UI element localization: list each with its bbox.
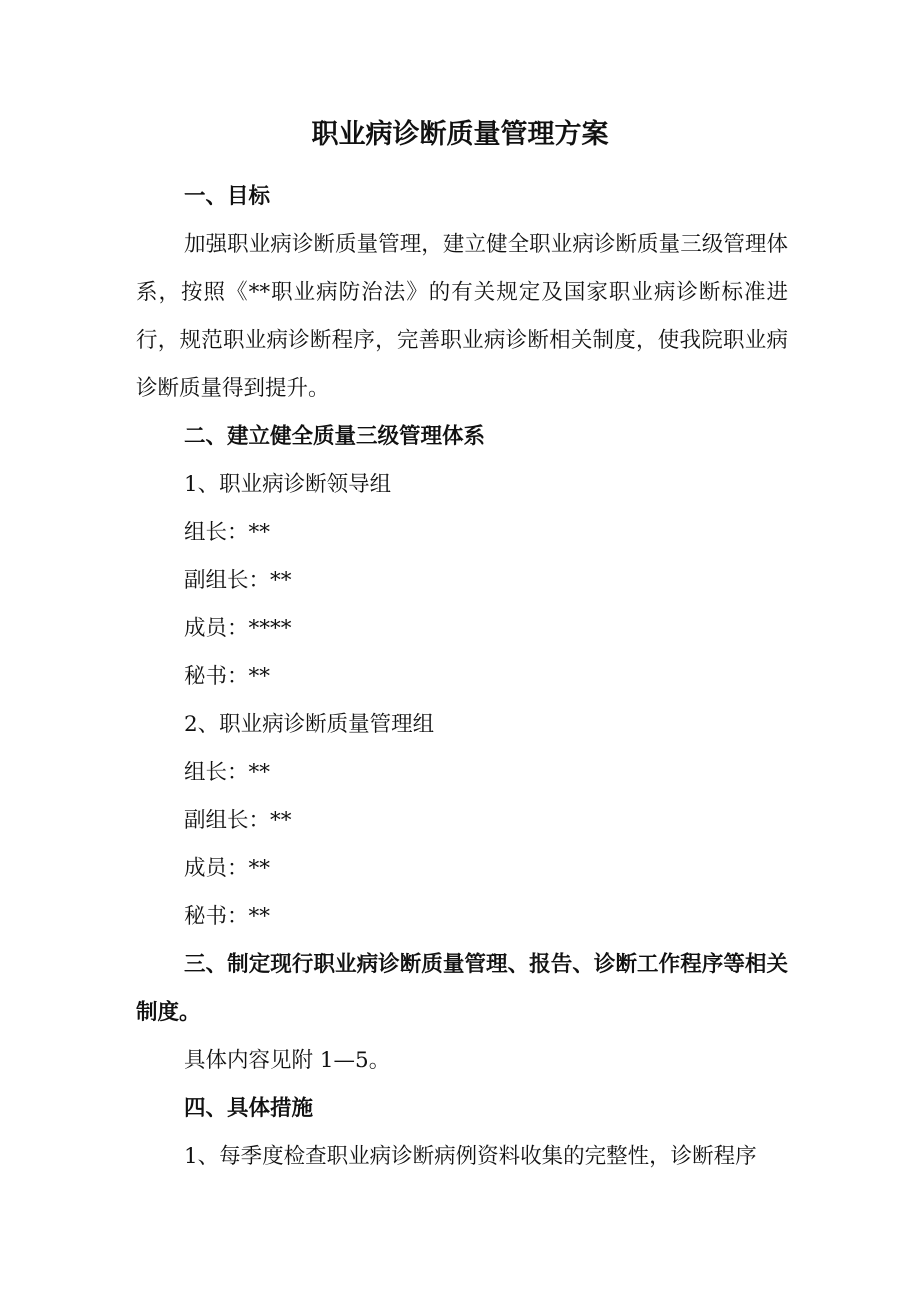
- group-name-quality-management: 2、职业病诊断质量管理组: [184, 712, 435, 737]
- goal-paragraph: 加强职业病诊断质量管理，建立健全职业病诊断质量三级管理体系，按照《**职业病防治法》的有关规定及国家职业病诊断标准进行，规范职业病诊断程序，完善职业病诊断相关制度，使我院职业病诊断质量得到提升。: [136, 232, 788, 401]
- quality-deputy: 副组长：**: [184, 808, 292, 833]
- section-heading-regulations: 三、制定现行职业病诊断质量管理、报告、诊断工作程序等相关制度。: [136, 952, 788, 1025]
- regulations-paragraph: 具体内容见附 1—5。: [184, 1048, 391, 1073]
- leadership-leader: 组长：**: [184, 520, 271, 545]
- section-heading-management-system: 二、建立健全质量三级管理体系: [184, 424, 486, 449]
- section-heading-measures: 四、具体措施: [184, 1096, 314, 1121]
- leadership-deputy: 副组长：**: [184, 568, 292, 593]
- quality-secretary: 秘书：**: [184, 904, 271, 929]
- document-body: [136, 173, 788, 1181]
- measures-paragraph: 1、每季度检查职业病诊断病例资料收集的完整性，诊断程序: [184, 1144, 757, 1169]
- group-name-leadership: 1、职业病诊断领导组: [184, 472, 392, 497]
- leadership-secretary: 秘书：**: [184, 664, 271, 689]
- section-heading-goal: 一、目标: [184, 184, 271, 209]
- quality-members: 成员：**: [184, 856, 271, 881]
- quality-leader: 组长：**: [184, 760, 271, 785]
- leadership-members: 成员：****: [184, 616, 292, 641]
- document-title: 职业病诊断质量管理方案: [311, 119, 609, 150]
